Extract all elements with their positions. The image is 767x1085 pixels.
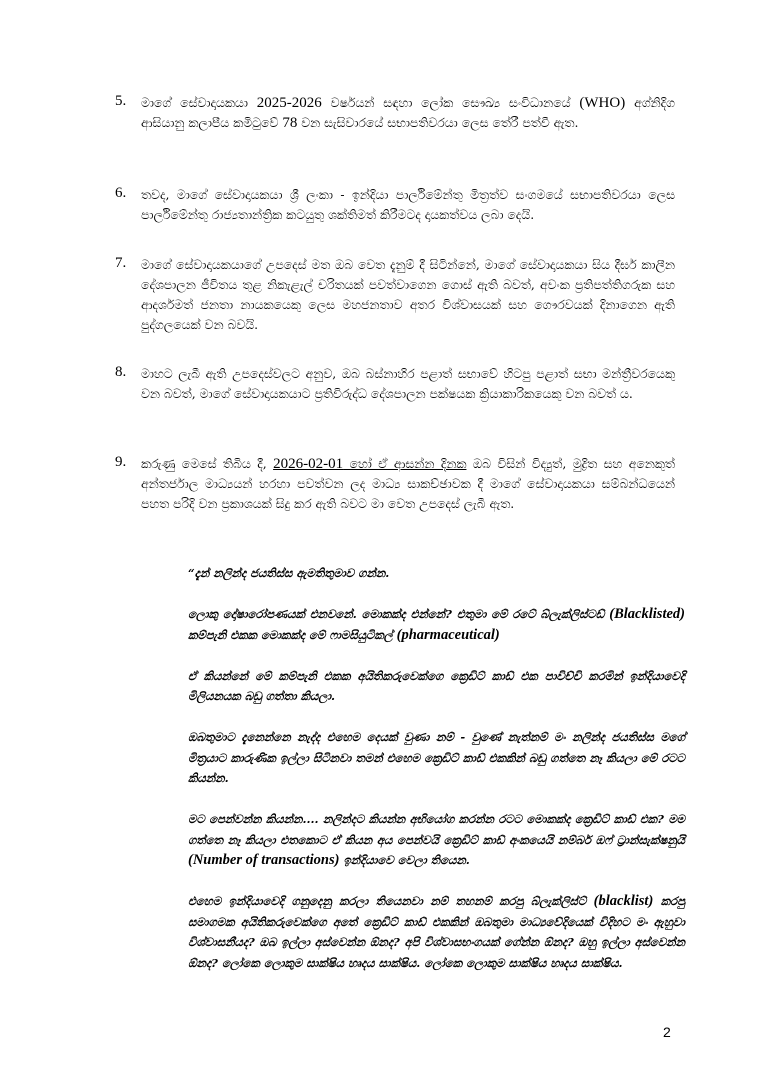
date-text: 2026-02-01 [273, 456, 344, 472]
page-number: 2 [663, 1024, 671, 1040]
quoted-statement [188, 563, 685, 994]
paragraph-number: 5. [115, 93, 127, 109]
paragraph-6 [115, 185, 675, 225]
paragraph-text: තවද, මාගේ සේවාදායකයා ශ්‍රී ලංකා - ඉන්දියා පාර්ලිමේන්තු මිත්‍රත්ව සංගමයේ සභාපතිවරයා ලෙස පාර්ලිමේන්තු රාජ්‍යතාන්ත්‍රික කටයුතු ශක්තිමත් කිරීමටද දායකත්වය ලබා දෙයි. [141, 187, 675, 222]
paragraph-number: 6. [115, 185, 127, 201]
paragraph-9 [115, 454, 675, 514]
paragraph-number: 9. [115, 454, 127, 470]
paragraph-text: මාගේ සේවාදායකයා 2025-2026 වර්ෂයන් සඳහා ලෝක සෞඛ්‍ය සංවිධානයේ (WHO) අග්නිදිග ආසියානු කලාපීය කමිටුවේ 78 වන සැසිවාරයේ සභාපතිවරයා ලෙස තේරී පත්වී ඇත. [141, 95, 675, 131]
quote-paragraph: ඒ කියන්නේ මේ කම්පැනි එකක අයිතිකරුවෙක්ගෙ ක්‍රෙඩිට් කාඩ් එක පාවිච්චි කරමින් ඉන්දියාවෙදි මිලියනයක බඩු ගත්තා කියලා. [188, 668, 685, 703]
paragraph-text: මාහට ලැබී ඇති උපදෙස්වලට අනුව, ඔබ බස්නාහිර පළාත් සභාවේ හිටපු පළාත් සභා මන්ත්‍රීවරයෙකු වන බවත්, මාගේ සේවාදායකයාට ප්‍රතිවිරුද්ධ දේශපාලන පක්ෂයක ක්‍රියාකාරිකයෙකු වන බවත් ය. [141, 366, 675, 401]
paragraph-number: 8. [115, 364, 127, 380]
quote-paragraph: ලොකු දෝෂාරෝපණයක් එනවනේ. මොකක්ද එන්නේ? එතුමා මේ රටේ බ්ලැක්ලිස්ටඩ් (Blacklisted) කම්පැනි එකක මොකක්ද මේ ෆාමසියුටිකල් (pharmaceutical) [188, 606, 685, 643]
paragraph-8 [115, 364, 675, 404]
quote-paragraph: මට පෙන්වන්න කියන්න.... නලින්දට කියන්න අභියෝග කරන්න රටට මොකක්ද ක්‍රෙඩිට් කාඩ් එක? මම ගත්තෙ නෑ කියලා එතකොට ඒ කියන අය පෙන්වයි ක්‍රෙඩිට් කාඩ් අංකයෙයි නම්බර් ඔෆ් ට්‍රාන්සැක්ෂනුයි (Number of transactions) ඉන්දියාවෙ වෙලා තියෙන. [188, 812, 685, 868]
paragraph-text: කරුණු මෙසේ තිබිය දී, 2026-02-01 හෝ ඒ ආසන්න දිනක ඔබ විසින් විද්‍යුත්, මුද්‍රිත සහ අනෙකුත් අන්තර්ජාල මාධ්‍යයන් හරහා පවත්වන ලද මාධ්‍ය සාකච්ඡාවක දී මාගේ සේවාදායකයා සම්බන්ධයෙන් පහත පරිදි වන ප්‍රකාශයක් සිදු කර ඇති බවට මා වෙත උපදෙස් ලැබී ඇත. [141, 456, 675, 511]
quote-paragraph: එහෙම ඉන්දියාවෙදි ගනුදෙනු කරලා තියෙනවා නම් තහනම් කරපු බ්ලැක්ලිස්ට් (blacklist) කරපු සමාගමක අයිතිකරුවෙක්ගෙ අතේ ක්‍රෙඩිට් කාඩ් එකකින් ඔබතුමා මාධ්‍යවේදියෙක් විදිහට මං ඇහුවා විශ්වාසනීයද? ඔබ ඉල්ලා අස්වෙන්න ඕනද? අපි විශ්වාසභංගයක් ගේන්න ඕනද? ඔහු ඉල්ලා අස්වෙන්න ඕනද? ලෝකෙ ලොකුම සාක්ෂිය හෘදය සාක්ෂිය. ලෝකෙ ලොකුම සාක්ෂිය හෘදය සාක්ෂිය. [188, 893, 685, 970]
paragraph-number: 7. [115, 255, 127, 271]
quote-paragraph: ඔබතුමාට දැනෙන්නෙ නැද්ද එහෙම දෙයක් වුණා නම් - වුණේ නැත්නම් මං නලින්ද ජයතිස්ස මගේ මිත්‍රයාට කාරුණික ඉල්ලා සිටිනවා තමන් එහෙම ක්‍රෙඩිට් කාඩ් එකකින් බඩු ගත්තෙ නෑ කියලා මේ රටට කියන්න. [188, 730, 685, 785]
paragraph-7 [115, 255, 675, 335]
paragraph-text: මාගේ සේවාදායකයාගේ උපදෙස් මත ඔබ වෙත දැනුම් දී සිටින්නේ, මාගේ සේවාදායකයා සිය දීර්ඝ කාලීන දේශපාලන ජීවිතය තුළ නිකැළැල් චරිතයක් පවත්වාගෙන ගොස් ඇති බවත්, අවංක ප්‍රතිපත්තිගරුක සහ ආදර්ශමත් ජනතා නායකයෙකු ලෙස මහජනතාව අතර විශ්වාසයක් සහ ගෞරවයක් දිනාගෙන ඇති පුද්ගලයෙක් වන බවයි. [141, 257, 675, 332]
paragraph-5 [115, 93, 675, 133]
quote-paragraph: “දැන් නලින්ද ජයතිස්ස ඇමතිතුමාව ගන්න. [188, 566, 390, 580]
